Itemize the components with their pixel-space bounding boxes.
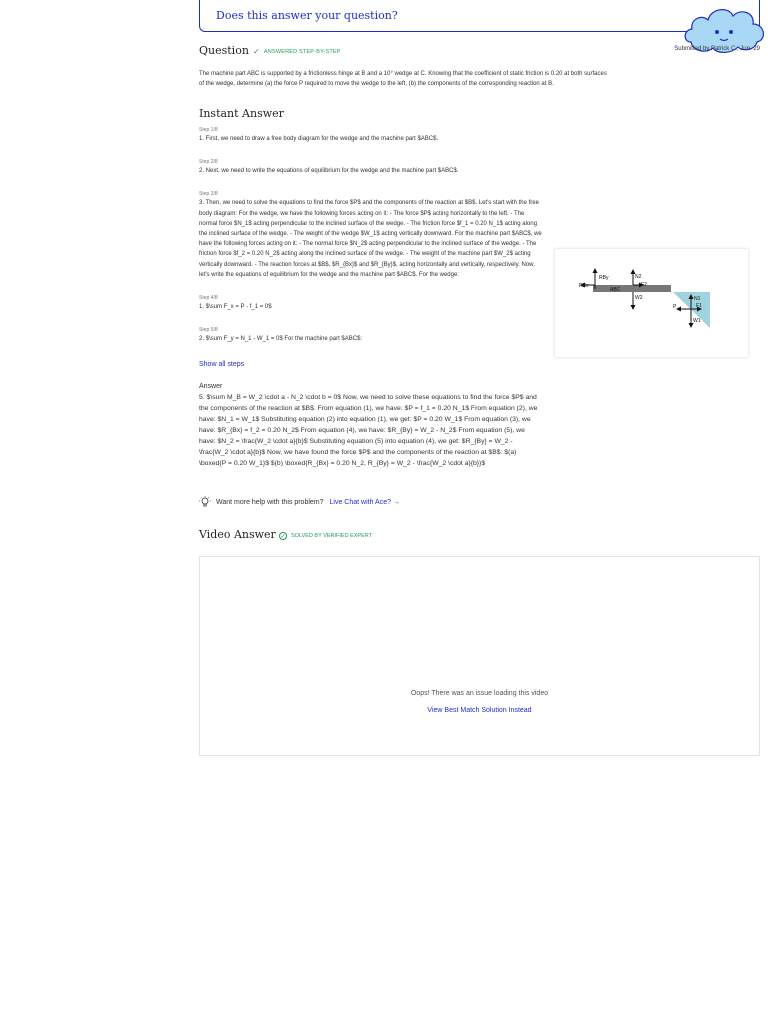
question-heading: Question [199, 44, 249, 57]
show-all-steps-link[interactable]: Show all steps [199, 361, 245, 368]
step-item [199, 158, 542, 176]
feedback-question: Does this answer your question? [216, 9, 398, 22]
verified-check-icon: ✓ [280, 534, 286, 540]
final-answer [199, 382, 542, 469]
step-text: 3. Then, we need to solve the equations to find the force $P$ and the components of the reaction at $B$. Let's start with the free body diagram: For the wedge, we have the following forces acting on it: - The force $P$ acting horizontally to the left. - The normal force $N_1$ acting perpendicular to the inclined surface of the wedge. - The friction force $f_1 = 0.20 N_1$ acting along the inclined surface of the wedge. - The weight of the wedge $W_1$ acting vertically downward. For the machine part $ABC$, we have the following forces acting on it: - The normal force $N_2$ acting perpendicular to the inclined surface of the wedge. - The friction force $f_2 = 0.20 N_2$ acting along the inclined surface of the wedge. - The weight of the machine part $W_2$ acting vertically downward. - The reaction forces at $B$, $R_{Bx}$ and $R_{By}$, acting horizontally and vertically, respectively. Now, let's write the equations of equilibrium for the wedge and the machine part $ABC$. For the wedge: [199, 200, 542, 278]
label-f1: F1 [696, 303, 702, 309]
video-answer-heading: Video Answer [199, 528, 276, 541]
label-p: P [673, 304, 677, 310]
steps-list [199, 126, 542, 358]
step-label: Step 5/8 [199, 327, 218, 334]
step-item [199, 294, 542, 312]
label-f2: F2 [641, 282, 647, 288]
verified-badge [279, 532, 372, 540]
step-item [199, 190, 542, 280]
label-n1: N1 [694, 296, 701, 302]
best-match-solution-link[interactable]: View Best Match Solution Instead [427, 707, 532, 714]
beam-abc [593, 285, 671, 292]
step-label: Step 1/8 [199, 127, 218, 133]
help-text: Want more help with this problem? [216, 498, 324, 506]
step-text: 1. $\sum F_x = P - f_1 = 0$ [199, 304, 272, 311]
label-rby: RBy [599, 275, 609, 281]
checkmark-icon: ✓ [253, 47, 260, 56]
step-label: Step 4/8 [199, 295, 218, 302]
video-error-message: Oops! There was an issue loading this video [410, 690, 549, 697]
step-item [199, 126, 542, 144]
help-row [199, 496, 400, 508]
step-text: 2. $\sum F_y = N_1 - W_1 = 0$ For the machine part $ABC$: [199, 336, 363, 343]
answered-badge-label: ANSWERED STEP-BY-STEP [263, 48, 341, 55]
diagram-canvas [555, 249, 748, 357]
step-item [199, 326, 542, 344]
step-text: 2. Next, we need to write the equations of equilibrium for the wedge and the machine part $ABC$. [199, 168, 459, 175]
question-header [199, 44, 760, 58]
lightbulb-icon [199, 496, 211, 508]
instant-answer-heading: Instant Answer [199, 107, 284, 120]
answer-text: 5. $\sum M_B = W_2 \cdot a - N_2 \cdot b = 0$ Now, we need to solve these equations to find the force $P$ and the components of the reaction at $B$. From equation (1), we have: $P = f_1 = 0.20 N_1$ From equation (2), we have: $N_1 = W_1$ Substituting equation (2) into equation (1), we get: $P = 0.20 W_1$ From equation (3), we have: $R_{Bx} = f_2 = 0.20 N_2$ From equation (4), we have: $R_{By} = W_2 - N_2$ From equation (5), we have: $N_2 = \frac{W_2 \cdot a}{b}$ Substituting equation (5) into equation (4), we get: $R_{By} = W_2 - \frac{W_2 \cdot a}{b}$ Now, we have found the force $P$ and the components of the reaction at $B$: $(a) \boxed{P = 0.20 W_1}$ $(b) \boxed{R_{Bx} = 0.20 N_2, R_{By} = W_2 - \frac{W_2 \cdot a}{b}}$ [199, 394, 538, 467]
label-n2: N2 [635, 274, 642, 280]
feedback-banner[interactable] [199, 0, 760, 32]
live-chat-link[interactable]: Live Chat with Ace? → [329, 498, 400, 506]
label-rbx: RBx [579, 283, 589, 289]
question-text: The machine part ABC is supported by a frictionless hinge at B and a 10° wedge at C. Knowing that the coefficient of static friction is 0.20 at both surfaces of the wedge, determine (a) the force P required to move the wedge to the left, (b) the components of the corresponding reaction at B. [199, 71, 607, 87]
free-body-diagram [555, 249, 748, 357]
video-player[interactable] [199, 556, 760, 756]
label-w1: W1 [693, 318, 701, 324]
label-abc: ABC [610, 287, 621, 293]
label-w2: W2 [635, 295, 643, 301]
step-label: Step 3/8 [199, 191, 218, 198]
verified-badge-label: SOLVED BY VERIFIED EXPERT [291, 533, 372, 539]
answer-label: Answer [199, 383, 223, 390]
submitted-by: Submitted by Patrick C., Jun. 29 [674, 46, 760, 52]
answered-badge [253, 47, 341, 56]
step-label: Step 2/8 [199, 159, 218, 166]
step-text: 1. First, we need to draw a free body diagram for the wedge and the machine part $ABC$. [199, 136, 439, 142]
